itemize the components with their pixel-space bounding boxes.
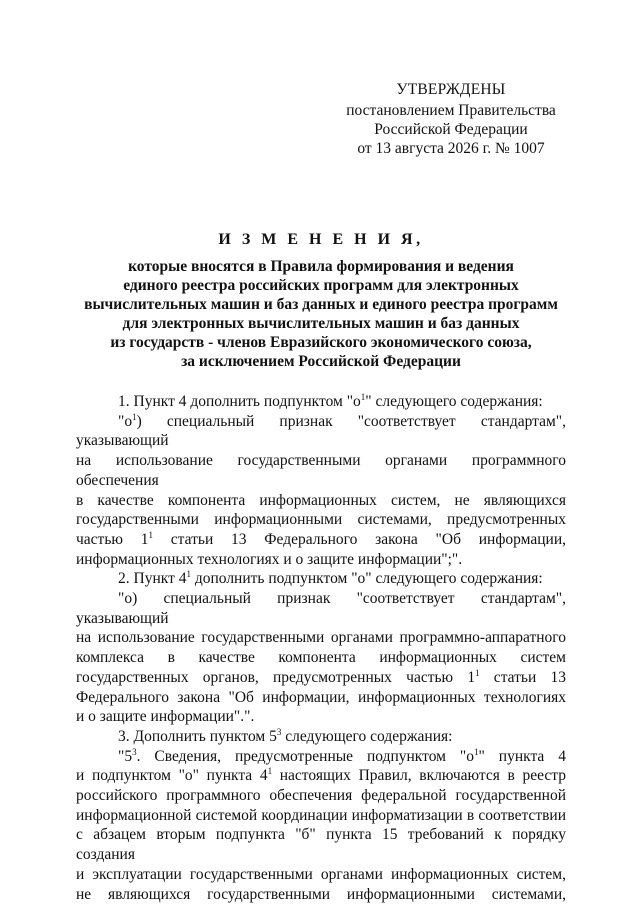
quote-line: и эксплуатации государственными органами информационных систем, [76, 865, 566, 883]
approval-title: УТВЕРЖДЕНЫ [396, 81, 506, 98]
document-heading [76, 230, 566, 371]
document-body [76, 392, 566, 904]
quote-line: с абзацем вторым подпункта "б" пункта 15 требований к порядку создания [76, 826, 566, 864]
quote-line: государственных органов, предусмотренных частью $1^1$ статьи 13 [76, 667, 566, 686]
heading-line: которые вносятся в Правила формирования и ведения [128, 258, 514, 275]
heading-line: для электронных вычислительных машин и баз данных [122, 315, 520, 332]
quote-line: "$о^1$) специальный признак "соответствует стандартам", указывающий [76, 411, 566, 450]
quote-line: на использование государственными органами программно-аппаратного [76, 629, 566, 647]
quote-line: российского программного обеспечения федеральной государственной [76, 787, 566, 805]
quote-line: "$5^3$. Сведения, предусмотренные подпунктом "$о^1$" пункта 4 [118, 746, 566, 765]
quote-line: в качестве компонента информационных систем, не являющихся [76, 491, 566, 509]
heading-title: И З М Е Н Е Н И Я, [218, 231, 424, 248]
approval-line: от 13 августа 2026 г. № 1007 [357, 140, 545, 157]
heading-line: единого реестра российских программ для электронных [123, 277, 519, 294]
quote-line: "о) специальный признак "соответствует стандартам", указывающий [76, 590, 566, 627]
heading-line: вычислительных машин и баз данных и единого реестра программ [84, 296, 558, 313]
quote-line: не являющихся государственными информационными системами, [76, 885, 566, 903]
paragraph-item-2: 2. Пункт $4^1$ дополнить подпунктом "о" следующего содержания: [118, 569, 543, 588]
quote-line: государственными информационными системами, предусмотренных [76, 511, 566, 529]
quote-line: и о защите информации".". [76, 708, 255, 726]
approval-block [338, 80, 564, 158]
paragraph-item-3: 3. Дополнить пунктом $5^3$ следующего содержания: [118, 726, 453, 745]
approval-line: постановлением Правительства [346, 102, 556, 119]
approval-line: Российской Федерации [374, 121, 528, 138]
paragraph-item-1: 1. Пункт 4 дополнить подпунктом "$о^1$" следующего содержания: [118, 392, 543, 410]
quote-line: информационных технологиях и о защите информации";". [76, 550, 463, 568]
heading-line: из государств - членов Евразийского экономического союза, [110, 334, 532, 351]
quote-line: Федерального закона "Об информации, информационных технологиях [76, 688, 566, 706]
quote-line: комплекса в качестве компонента информационных систем [76, 649, 566, 667]
quote-line: и подпунктом "о" пункта $4^1$ настоящих Правил, включаются в реестр [76, 766, 566, 785]
quote-line: на использование государственными органами программного обеспечения [76, 452, 566, 489]
quote-line: частью $1^1$ статьи 13 Федерального закона "Об информации, [76, 529, 566, 548]
heading-line: за исключением Российской Федерации [181, 353, 461, 370]
quote-line: информационной системой координации информатизации в соответствии [76, 806, 566, 824]
